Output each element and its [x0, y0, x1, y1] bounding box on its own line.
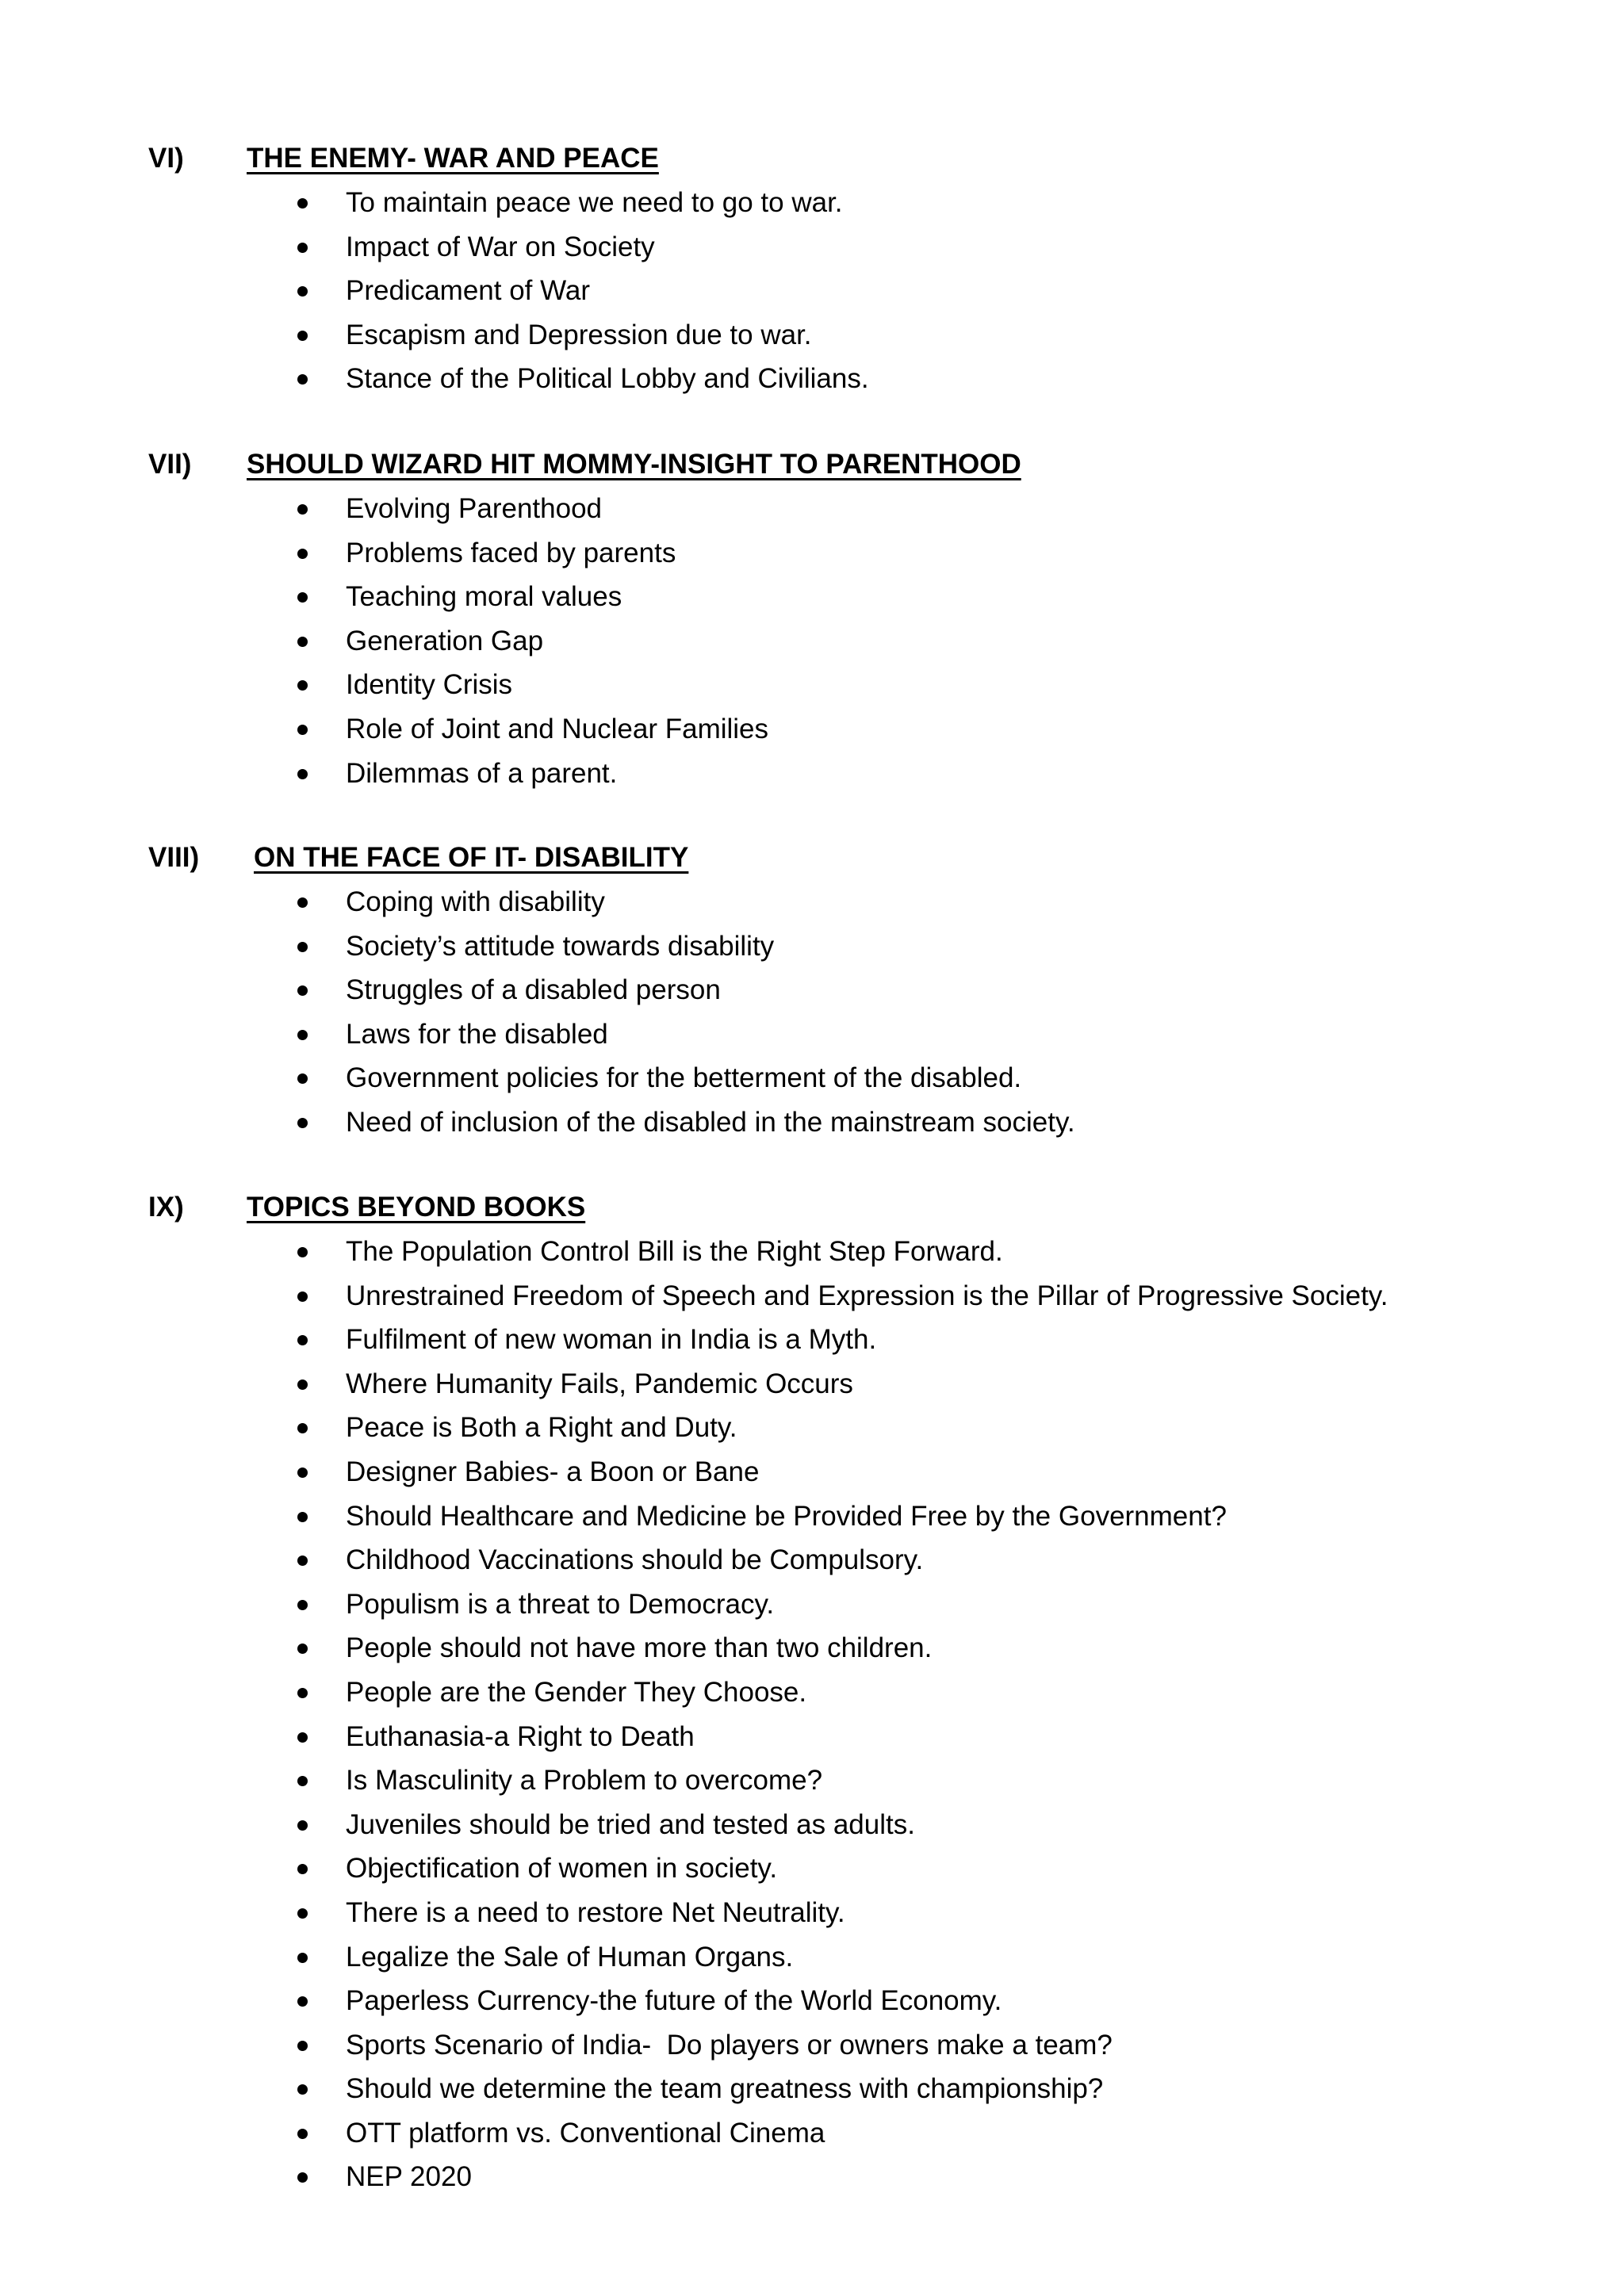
list-item: [0, 1758, 1624, 1803]
bullet-icon: [297, 1292, 308, 1302]
bullet-icon: [297, 331, 308, 341]
list-item-text: Legalize the Sale of Human Organs.: [346, 1941, 794, 1973]
list-item-text: Stance of the Political Lobby and Civilians.: [346, 363, 869, 395]
bullet-icon: [297, 1556, 308, 1566]
list-item-text: Coping with disability: [346, 886, 605, 917]
list-item: [0, 2023, 1624, 2068]
bullet-icon: [297, 1512, 308, 1522]
list-item-text: Role of Joint and Nuclear Families: [346, 713, 769, 744]
bullet-icon: [297, 1776, 308, 1786]
list-item-text: Paperless Currency-the future of the World Economy.: [346, 1985, 1002, 2017]
list-item: [0, 1450, 1624, 1494]
list-item-text: Childhood Vaccinations should be Compulsory.: [346, 1544, 924, 1576]
list-item-text: OTT platform vs. Conventional Cinema: [346, 2117, 825, 2149]
list-item-text: NEP 2020: [346, 2161, 472, 2193]
section-header: [0, 136, 1624, 181]
list-item: [0, 1056, 1624, 1100]
bullet-icon: [297, 1247, 308, 1257]
bullet-icon: [297, 637, 308, 647]
bullet-icon: [297, 1688, 308, 1698]
list-item: [0, 357, 1624, 401]
section-viii: [0, 836, 1624, 1145]
list-item: [0, 1274, 1624, 1318]
section-heading: ON THE FACE OF IT- DISABILITY: [254, 842, 689, 873]
list-item: [0, 2067, 1624, 2111]
list-item: [0, 313, 1624, 358]
list-item: [0, 1803, 1624, 1847]
section-numeral: VI): [148, 143, 184, 174]
bullet-icon: [297, 897, 308, 908]
bullet-icon: [297, 2041, 308, 2051]
section-heading: THE ENEMY- WAR AND PEACE: [247, 143, 659, 174]
bullet-icon: [297, 769, 308, 779]
list-item-text: Is Masculinity a Problem to overcome?: [346, 1765, 823, 1797]
list-item-text: Laws for the disabled: [346, 1018, 608, 1050]
bullet-icon: [297, 1864, 308, 1874]
bullet-list: [0, 880, 1624, 1145]
list-item-text: Dilemmas of a parent.: [346, 757, 618, 789]
list-item: [0, 531, 1624, 576]
list-item: [0, 1494, 1624, 1539]
list-item: [0, 968, 1624, 1012]
bullet-icon: [297, 1953, 308, 1963]
list-item: [0, 707, 1624, 752]
section-header: [0, 442, 1624, 487]
list-item: [0, 619, 1624, 664]
bullet-icon: [297, 1600, 308, 1610]
list-item-text: People should not have more than two children.: [346, 1632, 933, 1664]
list-item: [0, 1100, 1624, 1145]
section-heading: TOPICS BEYOND BOOKS: [247, 1192, 586, 1223]
bullet-icon: [297, 1908, 308, 1919]
bullet-icon: [297, 1380, 308, 1390]
list-item-text: Teaching moral values: [346, 581, 622, 613]
bullet-icon: [297, 1996, 308, 2007]
bullet-icon: [297, 1468, 308, 1478]
list-item: [0, 1012, 1624, 1057]
list-item: [0, 1362, 1624, 1406]
bullet-icon: [297, 286, 308, 297]
list-item: [0, 1846, 1624, 1891]
bullet-list: [0, 487, 1624, 795]
bullet-icon: [297, 2084, 308, 2095]
list-item-text: Escapism and Depression due to war.: [346, 319, 812, 350]
section-vii: [0, 442, 1624, 795]
list-item-text: Populism is a threat to Democracy.: [346, 1588, 775, 1620]
list-item-text: Designer Babies- a Boon or Bane: [346, 1456, 760, 1487]
list-item-text: Unrestrained Freedom of Speech and Expression is the Pillar of Progressive Society.: [346, 1280, 1388, 1311]
bullet-icon: [297, 243, 308, 253]
bullet-icon: [297, 504, 308, 515]
list-item: [0, 2155, 1624, 2199]
list-item-text: Juveniles should be tried and tested as adults.: [346, 1808, 915, 1840]
bullet-icon: [297, 592, 308, 603]
section-header: [0, 836, 1624, 880]
bullet-icon: [297, 680, 308, 691]
list-item-text: Identity Crisis: [346, 669, 513, 701]
bullet-icon: [297, 2129, 308, 2139]
bullet-icon: [297, 374, 308, 385]
section-ix: [0, 1185, 1624, 2199]
list-item-text: Problems faced by parents: [346, 537, 676, 568]
list-item: [0, 1406, 1624, 1450]
bullet-icon: [297, 1644, 308, 1654]
section-numeral: VII): [148, 449, 192, 480]
bullet-icon: [297, 1335, 308, 1345]
list-item: [0, 924, 1624, 969]
list-item-text: The Population Control Bill is the Right Step Forward.: [346, 1236, 1003, 1267]
list-item: [0, 181, 1624, 225]
list-item-text: Evolving Parenthood: [346, 493, 602, 524]
bullet-icon: [297, 1073, 308, 1084]
list-item: [0, 1230, 1624, 1274]
bullet-list: [0, 1230, 1624, 2199]
section-vi: [0, 136, 1624, 401]
list-item-text: Government policies for the betterment of the disabled.: [346, 1062, 1022, 1094]
list-item: [0, 269, 1624, 313]
bullet-icon: [297, 725, 308, 735]
section-numeral: IX): [148, 1192, 184, 1223]
bullet-icon: [297, 198, 308, 209]
list-item-text: Fulfilment of new woman in India is a Myth.: [346, 1324, 877, 1356]
list-item-text: Impact of War on Society: [346, 231, 655, 262]
list-item-text: Society’s attitude towards disability: [346, 930, 775, 962]
list-item: [0, 752, 1624, 796]
list-item: [0, 1891, 1624, 1935]
list-item-text: Where Humanity Fails, Pandemic Occurs: [346, 1368, 853, 1399]
list-item-text: Objectification of women in society.: [346, 1853, 778, 1885]
list-item-text: Need of inclusion of the disabled in the mainstream society.: [346, 1106, 1075, 1138]
bullet-icon: [297, 1030, 308, 1040]
list-item: [0, 1318, 1624, 1362]
bullet-icon: [297, 942, 308, 952]
list-item-text: Sports Scenario of India- Do players or owners make a team?: [346, 2029, 1113, 2061]
bullet-icon: [297, 1118, 308, 1128]
list-item: [0, 487, 1624, 531]
list-item: [0, 1979, 1624, 2023]
list-item: [0, 1538, 1624, 1582]
section-numeral: VIII): [148, 842, 200, 873]
list-item: [0, 1670, 1624, 1715]
list-item: [0, 225, 1624, 270]
bullet-icon: [297, 549, 308, 559]
bullet-icon: [297, 985, 308, 996]
bullet-icon: [297, 1820, 308, 1831]
list-item-text: Should Healthcare and Medicine be Provided Free by the Government?: [346, 1500, 1227, 1532]
list-item: [0, 880, 1624, 924]
list-item: [0, 1626, 1624, 1670]
list-item-text: To maintain peace we need to go to war.: [346, 187, 843, 218]
section-header: [0, 1185, 1624, 1230]
list-item-text: Struggles of a disabled person: [346, 974, 721, 1006]
list-item: [0, 2111, 1624, 2156]
bullet-icon: [297, 1732, 308, 1743]
section-heading: SHOULD WIZARD HIT MOMMY-INSIGHT TO PARENTHOOD: [247, 449, 1021, 480]
list-item: [0, 1935, 1624, 1980]
list-item-text: There is a need to restore Net Neutrality.: [346, 1896, 845, 1928]
list-item-text: People are the Gender They Choose.: [346, 1676, 807, 1708]
list-item-text: Predicament of War: [346, 275, 590, 307]
bullet-icon: [297, 1423, 308, 1433]
list-item: [0, 575, 1624, 619]
list-item: [0, 1582, 1624, 1627]
bullet-list: [0, 181, 1624, 401]
bullet-icon: [297, 2172, 308, 2183]
list-item: [0, 663, 1624, 707]
list-item-text: Peace is Both a Right and Duty.: [346, 1412, 737, 1444]
list-item: [0, 1715, 1624, 1759]
list-item-text: Generation Gap: [346, 625, 544, 656]
list-item-text: Euthanasia-a Right to Death: [346, 1720, 695, 1752]
list-item-text: Should we determine the team greatness with championship?: [346, 2073, 1104, 2105]
